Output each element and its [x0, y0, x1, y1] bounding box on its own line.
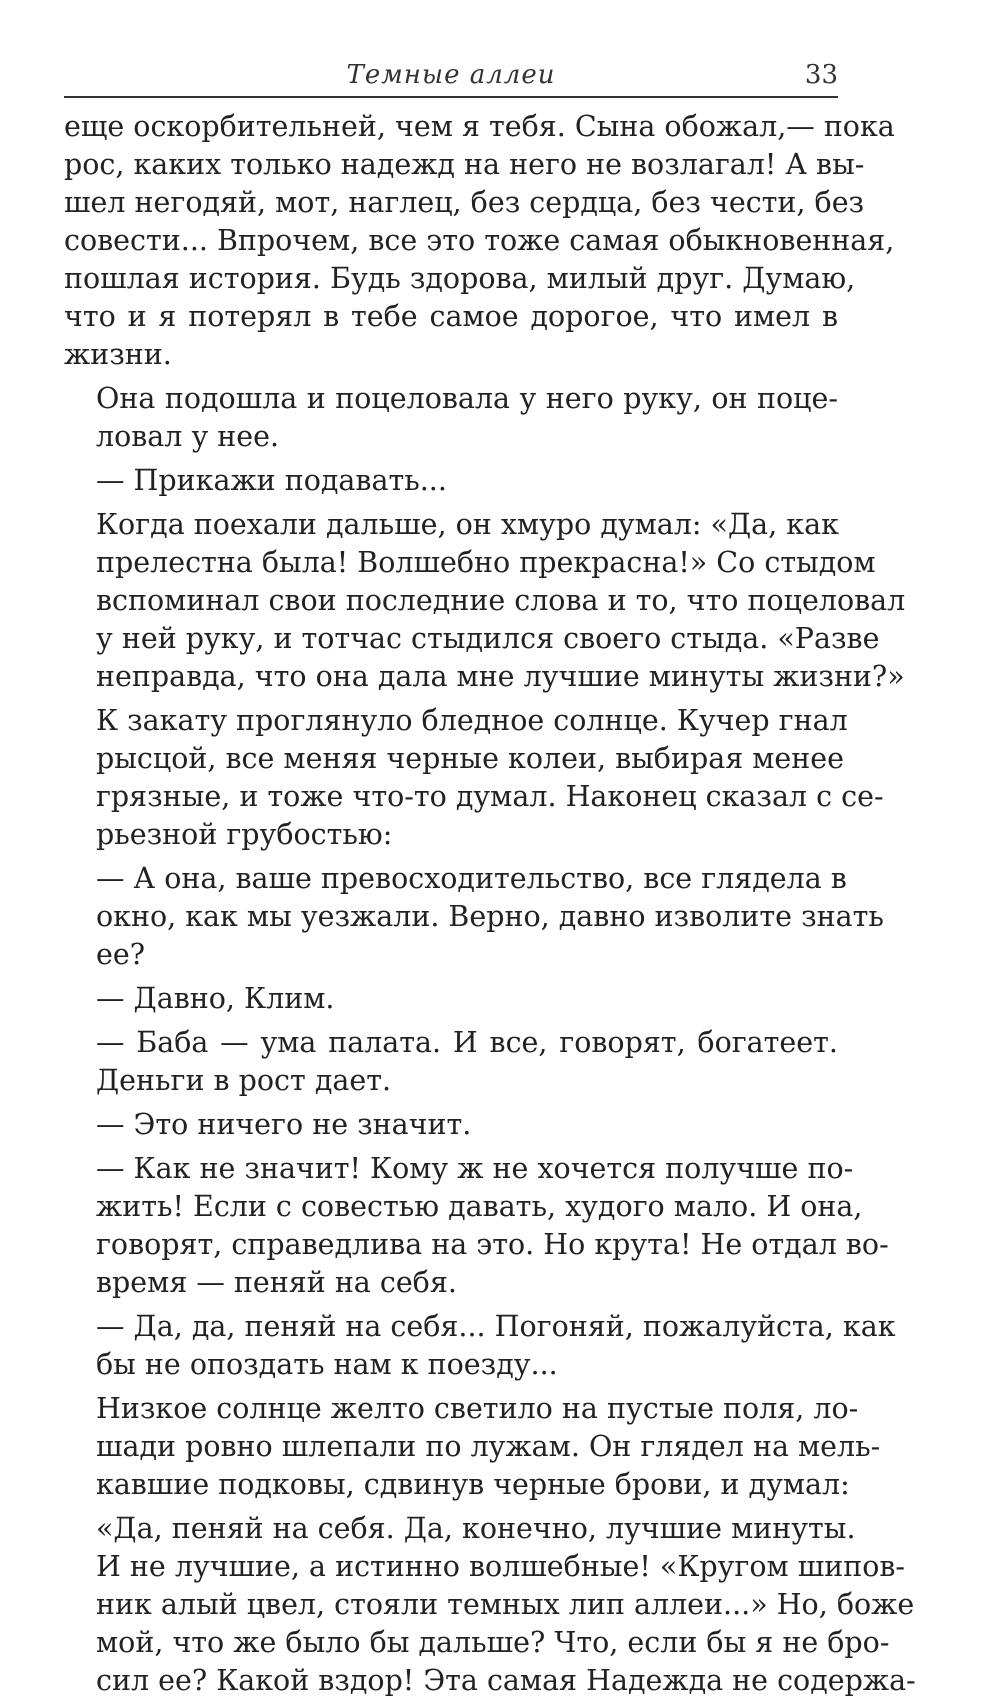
text-line: кавшие подковы, сдвинув черные брови, и думал: [96, 1468, 850, 1501]
text-line: К закату проглянуло бледное солнце. Кучер гнал [96, 704, 848, 737]
paragraph [64, 1510, 916, 1700]
text-line: Она подошла и поцеловала у него руку, он поце- [96, 382, 838, 415]
book-page [64, 52, 916, 1697]
text-line: Когда поехали дальше, он хмуро думал: «Да, как [96, 508, 839, 541]
text-line: говорят, справедлива на это. Но крута! Не отдал во- [96, 1228, 889, 1261]
text-line: у ней руку, и тотчас стыдился своего стыда. «Разве [96, 622, 880, 655]
text-line: «Да, пеняй на себя. Да, конечно, лучшие минуты. [96, 1512, 856, 1545]
text-line: — Это ничего не значит. [96, 1108, 472, 1141]
text-line: — Давно, Клим. [96, 982, 335, 1015]
text-line: грязные, и тоже что-то думал. Наконец сказал с се- [96, 780, 884, 813]
paragraph [64, 380, 838, 456]
text-line: Деньги в рост дает. [96, 1064, 392, 1097]
text-line: пошлая история. Будь здорова, милый друг. Думаю, [64, 262, 856, 295]
paragraph [64, 1308, 896, 1384]
text-line: жить! Если с совестью давать, худого мало. И она, [96, 1190, 863, 1223]
text-line: — Да, да, пеняй на себя... Погоняй, пожалуйста, как [96, 1310, 896, 1343]
running-title: Темные аллеи [346, 60, 556, 90]
text-line: жизни. [64, 338, 172, 371]
text-line: рьезной грубостью: [96, 818, 393, 851]
text-line: прелестна была! Волшебно прекрасна!» Со стыдом [96, 546, 876, 579]
text-line: ее? [96, 938, 146, 971]
text-line: вспоминал свои последние слова и то, что поцеловал [96, 584, 906, 617]
paragraph [64, 702, 884, 854]
text-line: время — пеняй на себя. [96, 1266, 457, 1299]
paragraph [64, 980, 838, 1018]
text-line: сил ее? Какой вздор! Эта самая Надежда не содержа- [96, 1664, 916, 1697]
text-line: совести... Впрочем, все это тоже самая обыкновенная, [64, 224, 895, 257]
text-line: Низкое солнце желто светило на пустые поля, ло- [96, 1392, 859, 1425]
paragraph [64, 860, 884, 974]
text-line: И не лучшие, а истинно волшебные! «Кругом шипов- [96, 1550, 906, 1583]
body-text [64, 98, 916, 1700]
text-line: — А она, ваше превосходительство, все глядела в [96, 862, 847, 895]
text-line: рос, каких только надежд на него не возлагал! А вы- [64, 148, 865, 181]
text-line: рысцой, все меняя черные колеи, выбирая менее [96, 742, 844, 775]
paragraph [64, 462, 838, 500]
text-line: что и я потерял в тебе самое дорогое, что имел в [64, 300, 838, 333]
text-line: — Баба — ума палата. И все, говорят, богатеет. [96, 1026, 838, 1059]
text-line: — Как не значит! Кому ж не хочется получше по- [96, 1152, 854, 1185]
paragraph [64, 506, 906, 696]
text-line: еще оскорбительней, чем я тебя. Сына обожал,— пока [64, 110, 895, 143]
text-line: ловал у нее. [96, 420, 280, 453]
text-line: — Прикажи подавать... [96, 464, 447, 497]
paragraph [64, 1024, 838, 1100]
text-line: мой, что же было бы дальше? Что, если бы я не бро- [96, 1626, 890, 1659]
running-header [64, 52, 838, 98]
text-line: ник алый цвел, стояли темных лип аллеи...» Но, боже [96, 1588, 915, 1621]
text-line: шел негодяй, мот, наглец, без сердца, без чести, без [64, 186, 865, 219]
paragraph [64, 1390, 881, 1504]
text-line: бы не опоздать нам к поезду... [96, 1348, 558, 1381]
text-line: шади ровно шлепали по лужам. Он глядел на мель- [96, 1430, 881, 1463]
page-number: 33 [804, 60, 838, 90]
text-line: окно, как мы уезжали. Верно, давно изволите знать [96, 900, 884, 933]
text-line: неправда, что она дала мне лучшие минуты жизни?» [96, 660, 905, 693]
paragraph [64, 1106, 838, 1144]
paragraph [64, 108, 895, 374]
paragraph [64, 1150, 889, 1302]
